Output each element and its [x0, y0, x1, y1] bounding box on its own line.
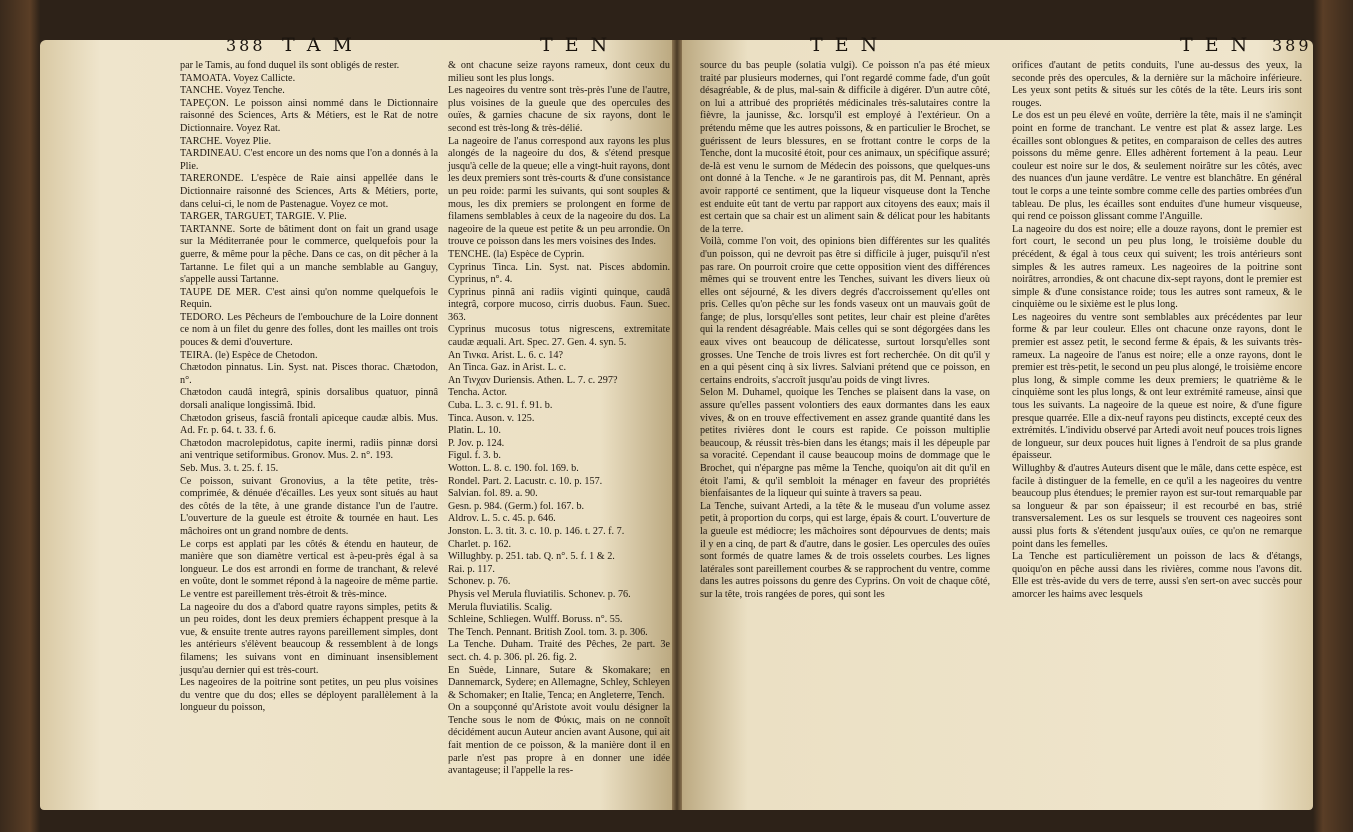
text-paragraph: La Tenche est particulièrement un poisson de lacs & d'étangs, quoiqu'on en pêche aussi dans les rivières, comme nous l'avons dit. Elle est très-avide du vers de terre, aussi s'en sert-on avec succès pour amorcer les haims avec lesquels — [1012, 551, 1302, 600]
text-paragraph: Chætodon griseus, fasciâ frontali apiceque caudæ albis. Mus. Ad. Fr. p. 64. t. 33. f. 6. — [180, 412, 438, 437]
text-paragraph: Jonston. L. 3. tit. 3. c. 10. p. 146. t. 27. f. 7. — [448, 525, 625, 537]
text-paragraph: Les nageoires de la poitrine sont petites, un peu plus voisines du ventre que du dos; elles se déployent parallèlement à la longueur du poisson, — [180, 677, 438, 714]
text-paragraph: TARERONDE. L'espèce de Raie ainsi appellée dans le Dictionnaire raisonné des Sciences, Arts & Métiers, porte, dans celui-ci, le nom de Pastenague. Voyez ce mot. — [180, 173, 438, 210]
text-paragraph: Cyprinus Tinca. Lin. Syst. nat. Pisces abdomin. Cyprinus, n°. 4. — [448, 261, 670, 286]
text-paragraph: Merula fluviatilis. Scalig. — [448, 601, 553, 613]
right-running-head-left: T E N — [810, 34, 881, 56]
text-paragraph: Ce poisson, suivant Gronovius, a la tête petite, très-comprimée, & dénuée d'écailles. Les yeux sont situés au haut des côtés de la tête, à une grande distance l'un de l'autre. L'ouverture de la gueule est étroite & tournée en haut. Les mâchoires ont un grand nombre de dents. — [180, 475, 438, 537]
text-paragraph: orifices d'autant de petits conduits, l'une au-dessus des yeux, la seconde près des opercules, & la dernière sur la mâchoire inférieure. Les yeux sont petits & situés sur les côtés de la tête. Leurs iris sont rouges. — [1012, 60, 1302, 109]
text-paragraph: Aldrov. L. 5. c. 45. p. 646. — [448, 513, 556, 525]
text-paragraph: Schleine, Schliegen. Wulff. Boruss. n°. 55. — [448, 614, 623, 626]
left-page-number: 388 — [226, 36, 266, 55]
text-paragraph: & ont chacune seize rayons rameux, dont ceux du milieu sont les plus longs. — [448, 60, 670, 84]
text-paragraph: Salvian. fol. 89. a. 90. — [448, 488, 538, 500]
text-paragraph: Les nageoires du ventre sont semblables aux précédentes par leur forme & par leur couleur. Elles ont chacune onze rayons, dont le premier est assez petit, le second ferme & épais, & les suivants très-rameux. La nageoire de l'anus est noire; elle a onze rayons, dont le premier est très-petit, le second un peu plus alongé, le troisième encore plus long, & simple comme les deux premiers; le quatrième & le cinquième sont les plus longs, & ont leur extrémité rameuse, ainsi que tous les suivants. La nageoire de la queue est noire, & d'une figure presque quarrée. Elle a dix-neuf rayons peu distincts, excepté ceux des extrémités. L'individu observé par Artedi avoit neuf pouces trois lignes de longueur, sur deux pouces huit lignes à l'endroit de sa plus grande épaisseur. — [1012, 311, 1302, 462]
text-paragraph: En Suède, Linnare, Sutare & Skomakare; en Dannemarck, Sydere; en Allemagne, Schley, Schleyen & Schomaker; en Italie, Tenca; en Angleterre, Tench. — [448, 664, 670, 701]
text-paragraph: An Tinca. Gaz. in Arist. L. c. — [448, 362, 566, 374]
left-column-2 — [448, 60, 670, 778]
text-paragraph: Charlet. p. 162. — [448, 538, 512, 550]
text-paragraph: TARCHE. Voyez Plie. — [180, 135, 272, 147]
left-column-1 — [180, 60, 438, 715]
text-paragraph: Cyprinus pinnâ ani radiis viginti quinque, caudâ integrâ, corpore mucoso, cirris duobus. Faun. Suec. 363. — [448, 286, 670, 323]
text-paragraph: Le corps est applati par les côtés & étendu en hauteur, de manière que son diamètre vertical est à-peu-près égal à sa longueur. Le dos est arrondi en forme de tranchant, & relevé en voûte, dont le sommet répond à la nageoire de même partie. Le ventre est pareillement très-étroit & très-mince. — [180, 538, 438, 600]
text-paragraph: TEIRA. (le) Espèce de Chetodon. — [180, 349, 318, 361]
text-paragraph: Chætodon pinnatus. Lin. Syst. nat. Pisces thorac. Chætodon, n°. — [180, 362, 438, 386]
text-paragraph: Selon M. Duhamel, quoique les Tenches se plaisent dans la vase, on assure qu'elles passent volontiers des eaux dormantes dans les eaux vives, & on en trouve effectivement en assez grande quantité dans les petites rivières dont le cours est rapide. Ce poisson multiplie beaucoup, & réussit très-bien dans les étangs; mais il les dépeuple par sa voracité. Cependant il cause beaucoup moins de dommage que le Brochet, qui n'épargne pas même la Tenche, quoiqu'on ait dit qu'il en étoit l'ami, & qu'il sembloit la ménager en faveur des propriétés bienfaisantes de la liqueur qui suinte à travers sa peau. — [700, 387, 990, 500]
text-paragraph: Tencha. Actor. — [448, 387, 507, 399]
text-paragraph: TAMOATA. Voyez Callicte. — [180, 72, 296, 84]
text-paragraph: source du bas peuple (solatia vulgi). Ce poisson n'a pas été mieux traité par plusieurs modernes, qui l'ont regardé comme fade, d'un goût désagréable, & de plus, mal-sain & difficile à digérer. D'un autre côté, on lui a attribué des propriétés médicinales très-salutaires contre la fièvre, la jaunisse, &c. lorsqu'il est employé à l'extérieur. On a prétendu même que les autres poissons, & en particulier le Brochet, se guérissent de leurs blessures, en se frottant contre le corps de la Tenche, dont la mucosité étoit, pour ces animaux, un spécifique assuré; de-là est venu le surnom de Médecin des poissons, que quelques-uns ont donné à la Tenche. « Je ne garantirois pas, dit M. Pennant, après avoir rapporté ce sentiment, que la liqueur visqueuse dont la Tenche est enduite eût tant de vertu par rapport aux citoyens des eaux; mais il est certain que sa chair est un aliment sain & délicat pour les habitants de la terre. — [700, 60, 990, 235]
text-paragraph: Rai. p. 117. — [448, 563, 495, 575]
text-paragraph: Willughby & d'autres Auteurs disent que le mâle, dans cette espèce, est facile à distinguer de la femelle, en ce qu'il a les nageoires du ventre beaucoup plus étendues; le premier rayon est sur-tout remarquable par sa longueur & par son épaisseur; il est recourbé en bas, strié transversalement. Les os sur lesquels se trouvent ces nageoires sont aussi plus forts & s'étendent jusqu'aux ouïes, ce qu'on ne remarque point dans les femelles. — [1012, 463, 1302, 550]
right-column-2 — [1012, 60, 1302, 602]
text-paragraph: The Tench. Pennant. British Zool. tom. 3. p. 306. — [448, 626, 648, 638]
text-paragraph: TENCHE. (la) Espèce de Cyprin. — [448, 248, 585, 260]
left-running-head-left: T A M — [282, 34, 355, 56]
text-paragraph: An Τινχαν Duriensis. Athen. L. 7. c. 297? — [448, 374, 618, 386]
text-paragraph: La nageoire de l'anus correspond aux rayons les plus alongés de la nageoire du dos, & s'étend presque jusqu'à celle de la queue; elle a vingt-huit rayons, dont les deux premiers sont très-courts & d'une consistance un peu roide: parmi les suivants, qui sont souples & mous, les dix premiers se prolongent en forme de filamens semblables à ceux de la nageoire du dos. La nageoire de la queue est petite & un peu arrondie. On trouve ce poisson dans les mers voisines des Indes. — [448, 135, 670, 248]
text-paragraph: La nageoire du dos a d'abord quatre rayons simples, petits & un peu roides, dont les deux premiers échappent presque à la vue, & ensuite trente autres rayons pareillement simples, dont les antérieurs s'élèvent beaucoup & ressemblent à de longs filamens; les suivans vont en diminuant insensiblement jusqu'au dernier qui est très-court. — [180, 601, 438, 676]
text-paragraph: La Tenche. Duham. Traité des Pêches, 2e part. 3e sect. ch. 4. p. 306. pl. 26. fig. 2. — [448, 639, 670, 663]
left-running-head-right: T E N — [540, 34, 611, 56]
text-paragraph: La Tenche, suivant Artedi, a la tête & le museau d'un volume assez petit, à proportion du corps, qui est large, épais & court. L'ouverture de la gueule est médiocre; les mâchoires sont dépourvues de dents; mais il y en a cinq, de part & d'autre, dans le gosier. Les opercules des ouïes sont formés de quatre lames & de trois osselets courbes. Les lignes latérales sont pareillement courbes & se rapprochent du ventre, comme dans les autres poissons du genre des Cyprins. On voit de chaque côté, sur la tête, trois rangées de pores, qui sont les — [700, 500, 990, 600]
right-page-number: 389 — [1272, 36, 1312, 55]
text-paragraph: TEDORO. Les Pêcheurs de l'embouchure de la Loire donnent ce nom à un filet du genre des folles, dont les mailles ont trois pouces & demi d'ouverture. — [180, 311, 438, 349]
text-paragraph: Figul. f. 3. b. — [448, 450, 501, 462]
text-paragraph: Platin. L. 10. — [448, 425, 501, 437]
text-paragraph: P. Jov. p. 124. — [448, 437, 505, 449]
right-running-head-right: T E N — [1180, 34, 1251, 56]
text-paragraph: Cuba. L. 3. c. 91. f. 91. b. — [448, 400, 553, 412]
text-paragraph: An Τινκα. Arist. L. 6. c. 14? — [448, 349, 563, 361]
text-paragraph: Voilà, comme l'on voit, des opinions bien différentes sur les qualités d'un poisson, qui ne devroit pas être si difficile à juger, puisqu'il n'est pas rare. On pourroit croire que cette opposition vient des différences mêmes qui se trouvent entre les Tenches, suivant les divers lieux où elles ont séjourné, & les divers degrés d'accroissement qu'elles ont pris. Celles qu'on pêche sur les fonds vaseux ont un mauvais goût de fange; de plus, lorsqu'elles sont petites, leur chair est pleine d'arêtes qui la rendent désagréable. Mais celles qui se sont dégorgées dans les eaux vives ont beaucoup de délicatesse, surtout lorsqu'elles sont grosses. Une Tenche de trois livres est fort recherchée. On dit qu'il y en a qui pèsent cinq à six livres. Salviani prétend que ce poisson, en certains endroits, s'accroît jusqu'au poids de vingt livres. — [700, 236, 990, 386]
text-paragraph: Les nageoires du ventre sont très-près l'une de l'autre, plus voisines de la gueule que des opercules des ouïes, & garnies chacune de six rayons, dont le second est très-long & très-délié. — [448, 85, 670, 134]
text-paragraph: TARGER, TARGUET, TARGIE. V. Plie. — [180, 211, 347, 223]
text-paragraph: par le Tamis, au fond duquel ils sont obligés de rester. — [180, 60, 400, 71]
text-paragraph: Wotton. L. 8. c. 190. fol. 169. b. — [448, 463, 579, 474]
text-paragraph: Le dos est un peu élevé en voûte, derrière la tête, mais il ne s'aminçit point en forme de tranchant. Le ventre est plat & assez large. Les écailles sont oblongues & petites, en comparaison de celles des autres poissons du même genre. Elles adhèrent fortement à la peau. Leur couleur est noire sur le dos, & seulement noirâtre sur les côtés, avec des nuances d'un jaune verdâtre. Le ventre est blanchâtre. En général tout le corps a une teinte sombre comme celle des parties ombrées d'un tableau. De plus, les écailles sont enduites d'une humeur visqueuse, qui rend ce poisson glissant comme l'Anguille. — [1012, 110, 1302, 223]
text-paragraph: Chætodon macrolepidotus, capite inermi, radiis pinnæ dorsi ani ventrique setiformibus. Gronov. Mus. 2. n°. 193. — [180, 437, 438, 462]
text-paragraph: Chætodon caudâ integrâ, spinis dorsalibus quatuor, pinnâ dorsali analique longissimâ. Ibid. — [180, 387, 438, 412]
text-paragraph: Seb. Mus. 3. t. 25. f. 15. — [180, 463, 279, 474]
text-paragraph: La nageoire du dos est noire; elle a douze rayons, dont le premier est fort court, le second un peu plus long, le troisième double du précédent, & égal à tous ceux qui suivent; les trois antérieurs sont simples & les autres rameux. Les nageoires de la poitrine sont noirâtres, arrondies, & ont chacune dix-sept rayons, dont le premier est simple & d'une consistance roide; tous les autres sont rameux, & le cinquième ou le sixième est le plus long. — [1012, 223, 1302, 311]
text-paragraph: Gesn. p. 984. (Germ.) fol. 167. b. — [448, 500, 585, 512]
text-paragraph: Rondel. Part. 2. Lacustr. c. 10. p. 157. — [448, 475, 603, 487]
text-paragraph: On a soupçonné qu'Aristote avoit voulu désigner la Tenche sous le nom de Φύκις, mais on ne connoît décidément aucun Auteur ancien avant Ausone, qui ait fait mention de ce poisson, & la manière dont il en parle n'est pas propre à en donner une idée avantageuse; il l'appelle la res- — [448, 702, 670, 777]
text-paragraph: Tinca. Auson. v. 125. — [448, 412, 535, 424]
text-paragraph: Cyprinus mucosus totus nigrescens, extremitate caudæ æquali. Art. Spec. 27. Gen. 4. syn. 5. — [448, 324, 670, 349]
text-paragraph: Schonev. p. 76. — [448, 576, 511, 588]
book-gutter — [672, 40, 682, 810]
text-paragraph: Willughby. p. 251. tab. Q. n°. 5. f. 1 & 2. — [448, 551, 615, 563]
text-paragraph: TANCHE. Voyez Tenche. — [180, 85, 285, 97]
text-paragraph: TARTANNE. Sorte de bâtiment dont on fait un grand usage sur la Méditerranée pour le commerce, quelquefois pour la guerre, & même pour la pêche. Dans ce cas, on dit pêcher à la Tartanne. Le filet qui a un manche semblable au Ganguy, s'appelle aussi Tartanne. — [180, 223, 438, 286]
text-paragraph: Physis vel Merula fluviatilis. Schonev. p. 76. — [448, 588, 631, 600]
text-paragraph: TAPEÇON. Le poisson ainsi nommé dans le Dictionnaire raisonné des Sciences, Arts & Métiers, est le Rat de notre Dictionnaire. Voyez Rat. — [180, 97, 438, 134]
text-paragraph: TARDINEAU. C'est encore un des noms que l'on a donnés à la Plie. — [180, 148, 438, 172]
right-column-1 — [700, 60, 990, 602]
text-paragraph: TAUPE DE MER. C'est ainsi qu'on nomme quelquefois le Requin. — [180, 286, 438, 311]
